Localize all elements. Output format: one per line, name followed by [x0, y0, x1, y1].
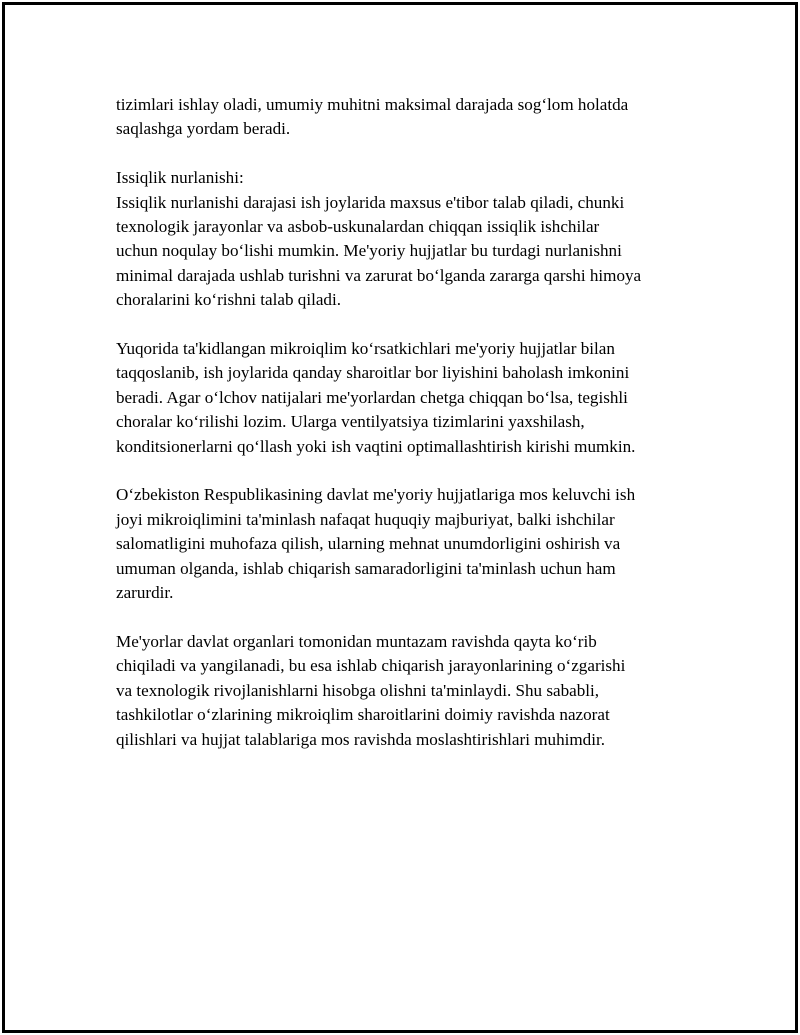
- document-body: [116, 93, 696, 776]
- paragraph-norms-review: Me'yorlar davlat organlari tomonidan muntazam ravishda qayta ko‘rib chiqiladi va yangilanadi, bu esa ishlab chiqarish jarayonlarining o‘zgarishi va texnologik rivojlanishlarni hisobga olishni ta'minlaydi. Shu sababli, tashkilotlar o‘zlarining mikroiqlim sharoitlarini doimiy ravishda nazorat qilishlari va hujjat talablariga mos ravishda moslashtirishlari muhimdir.: [116, 631, 626, 749]
- paragraph-uzbekistan: O‘zbekiston Respublikasining davlat me'yoriy hujjatlariga mos keluvchi ish joyi mikroiqlimini ta'minlash nafaqat huquqiy majburiyat, balki ishchilar salomatligini muhofaza qilish, ularning mehnat unumdorligini oshirish va umuman olganda, ishlab chiqarish samaradorligini ta'minlash uchun ham zarurdir.: [116, 485, 636, 603]
- section-heading: Issiqlik nurlanishi:: [116, 168, 244, 188]
- paragraph-indicators: Yuqorida ta'kidlangan mikroiqlim ko‘rsatkichlari me'yoriy hujjatlar bilan taqqoslanib, ish joylarida qanday sharoitlar bor liyishini baholash imkonini beradi. Agar o‘lchov natijalari me'yorlardan chetga chiqqan bo‘lsa, tegishli choralar ko‘rilishi lozim. Ularga ventilyatsiya tizimlarini yaxshilash, konditsionerlarni qo‘llash yoki ish vaqtini optimallashtirish kirishi mumkin.: [116, 339, 636, 456]
- paragraph-heat-radiation: Issiqlik nurlanishi darajasi ish joylarida maxsus e'tibor talab qiladi, chunki texnologik jarayonlar va asbob-uskunalardan chiqqan issiqlik ishchilar uchun noqulay bo‘lishi mumkin. Me'yoriy hujjatlar bu turdagi nurlanishni minimal darajada ushlab turishni va zarurat bo‘lganda zararga qarshi himoya choralarini ko‘rishni talab qiladi.: [116, 192, 642, 310]
- paragraph-intro: tizimlari ishlay oladi, umumiy muhitni maksimal darajada sog‘lom holatda saqlashga yordam beradi.: [116, 95, 629, 139]
